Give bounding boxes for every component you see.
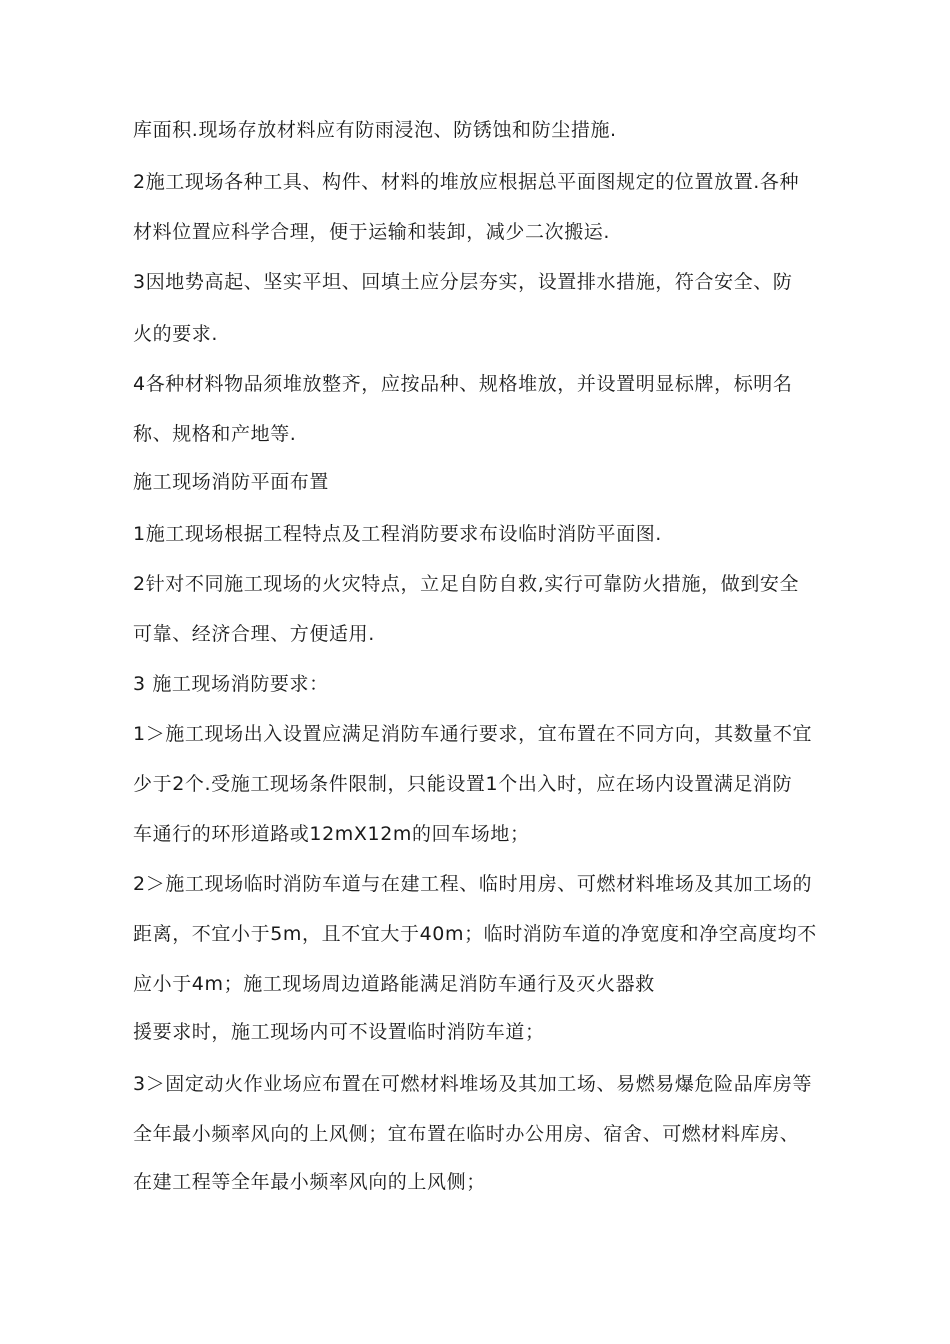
text-line: 车通行的环形道路或12mX12m的回车场地； (133, 823, 530, 845)
text-line: 在建工程等全年最小频率风向的上风侧； (133, 1171, 486, 1193)
text-line: 援要求时，施工现场内可不设置临时消防车道； (133, 1021, 545, 1043)
text-line: 3 施工现场消防要求： (133, 673, 329, 695)
text-line: 2针对不同施工现场的火灾特点，立足自防自救,实行可靠防火措施，做到安全 (133, 573, 800, 595)
text-line: 距离，不宜小于5m，且不宜大于40m；临时消防车道的净宽度和净空高度均不 (133, 923, 817, 945)
text-line: 火的要求. (133, 323, 219, 345)
text-line: 全年最小频率风向的上风侧；宜布置在临时办公用房、宿舍、可燃材料库房、 (133, 1123, 800, 1145)
text-line: 2施工现场各种工具、构件、材料的堆放应根据总平面图规定的位置放置.各种 (133, 171, 800, 193)
section-heading: 施工现场消防平面布置 (133, 471, 330, 493)
text-line: 可靠、经济合理、方便适用. (133, 623, 375, 645)
text-line: 称、规格和产地等. (133, 423, 297, 445)
text-line: 库面积.现场存放材料应有防雨浸泡、防锈蚀和防尘措施. (133, 119, 617, 141)
text-line: 3因地势高起、坚实平坦、回填土应分层夯实，设置排水措施，符合安全、防 (133, 271, 793, 293)
text-line: 材料位置应科学合理，便于运输和装卸，减少二次搬运. (133, 221, 611, 243)
text-line: 1施工现场根据工程特点及工程消防要求布设临时消防平面图. (133, 523, 662, 545)
text-line: 1＞施工现场出入设置应满足消防车通行要求，宜布置在不同方向，其数量不宜 (133, 723, 813, 745)
text-line: 少于2个.受施工现场条件限制，只能设置1个出入时，应在场内设置满足消防 (133, 773, 793, 795)
text-line: 2＞施工现场临时消防车道与在建工程、临时用房、可燃材料堆场及其加工场的 (133, 873, 813, 895)
text-line: 3＞固定动火作业场应布置在可燃材料堆场及其加工场、易燃易爆危险品库房等 (133, 1073, 813, 1095)
text-line: 4各种材料物品须堆放整齐，应按品种、规格堆放，并设置明显标牌，标明名 (133, 373, 793, 395)
text-line: 应小于4m；施工现场周边道路能满足消防车通行及灭火器救 (133, 973, 655, 995)
